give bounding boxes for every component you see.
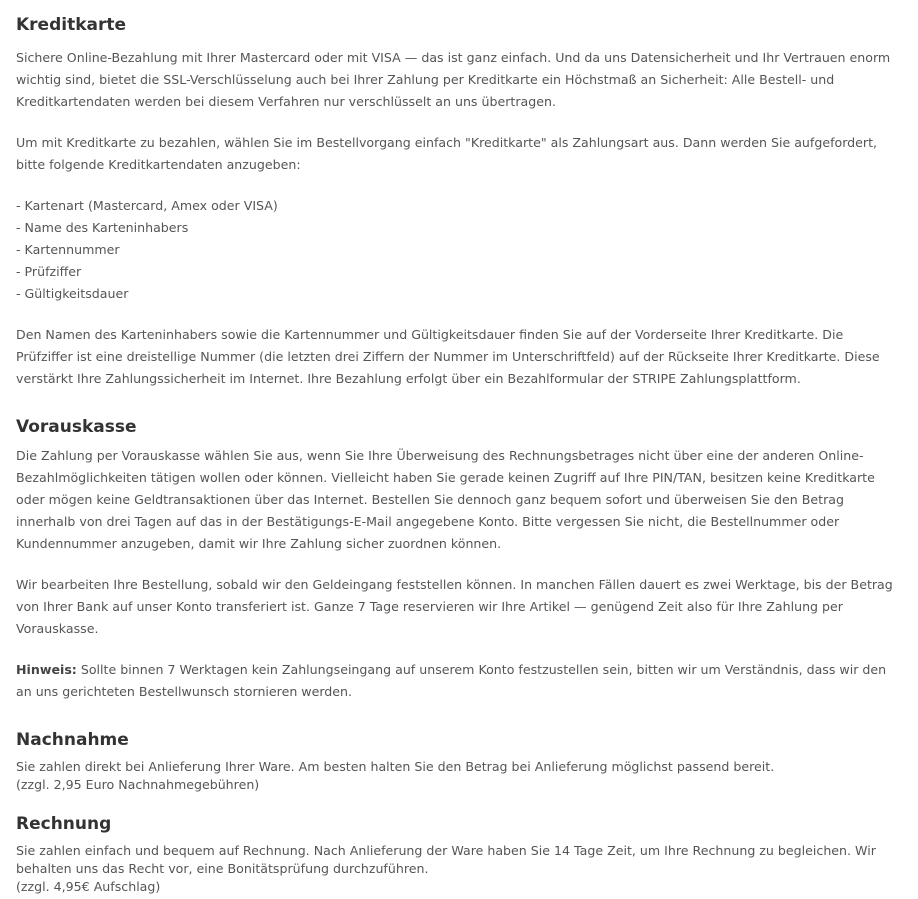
section-nachnahme (16, 728, 902, 794)
vorauskasse-paragraph-1: Die Zahlung per Vorauskasse wählen Sie aus, wenn Sie Ihre Überweisung des Rechnungsbetrages nicht über eine der anderen Online-Bezahlmöglichkeiten tätigen wollen oder können. Vielleicht haben Sie gerade keinen Zugriff auf Ihre PIN/TAN, besitzen keine Kreditkarte oder mögen keine Geldtransaktionen über das Internet. Bestellen Sie dennoch ganz bequem sofort und überweisen Sie den Betrag innerhalb von drei Tagen auf das in der Bestätigungs-E-Mail angegebene Konto. Bitte vergessen Sie nicht, die Bestellnummer oder Kundennummer anzugeben, damit wir Ihre Zahlung sicher zuordnen können. (16, 448, 875, 551)
section-kreditkarte (16, 13, 902, 390)
rechnung-text: Sie zahlen einfach und bequem auf Rechnung. Nach Anlieferung der Ware haben Sie 14 Tage Zeit, um Ihre Rechnung zu begleichen. Wir behalten uns das Recht vor, eine Bonitätsprüfung durchzuführen. (16, 843, 876, 876)
list-item: - Name des Karteninhabers (16, 220, 189, 235)
rechnung-fee: (zzgl. 4,95€ Aufschlag) (16, 879, 161, 894)
vorauskasse-paragraph-2: Wir bearbeiten Ihre Bestellung, sobald wir den Geldeingang feststellen können. In manchen Fällen dauert es zwei Werktage, bis der Betrag von Ihrer Bank auf unser Konto transferiert ist. Ganze 7 Tage reservieren wir Ihre Artikel — genügend Zeit also für Ihre Zahlung per Vorauskasse. (16, 577, 893, 636)
list-item: - Kartennummer (16, 242, 120, 257)
list-item: - Prüfziffer (16, 264, 82, 279)
hint-label: Hinweis: (16, 662, 77, 677)
vorauskasse-hint (16, 659, 902, 703)
nachnahme-heading: Nachnahme (16, 730, 129, 750)
rechnung-heading: Rechnung (16, 814, 112, 834)
list-item: - Gültigkeitsdauer (16, 286, 129, 301)
kreditkarte-paragraph-3: Den Namen des Karteninhabers sowie die Kartennummer und Gültigkeitsdauer finden Sie auf der Vorderseite Ihrer Kreditkarte. Die Prüfziffer ist eine dreistellige Nummer (die letzten drei Ziffern der Nummer im Unterschriftfeld) auf der Rückseite Ihrer Kreditkarte. Diese verstärkt Ihre Zahlungssicherheit im Internet. Ihre Bezahlung erfolgt über ein Bezahlformular der STRIPE Zahlungsplattform. (16, 327, 880, 386)
hint-text: Sollte binnen 7 Werktagen kein Zahlungseingang auf unserem Konto festzustellen sein, bitten wir um Verständnis, dass wir den an uns gerichteten Bestellwunsch stornieren werden. (16, 662, 887, 699)
list-item: - Kartenart (Mastercard, Amex oder VISA) (16, 198, 278, 213)
nachnahme-fee: (zzgl. 2,95 Euro Nachnahmegebühren) (16, 777, 260, 792)
vorauskasse-heading: Vorauskasse (16, 417, 137, 437)
section-rechnung (16, 812, 902, 896)
kreditkarte-paragraph-2: Um mit Kreditkarte zu bezahlen, wählen Sie im Bestellvorgang einfach "Kreditkarte" als Zahlungsart aus. Dann werden Sie aufgefordert, bitte folgende Kreditkartendaten anzugeben: (16, 135, 878, 172)
kreditkarte-heading: Kreditkarte (16, 15, 127, 35)
kreditkarte-paragraph-1: Sichere Online-Bezahlung mit Ihrer Mastercard oder mit VISA — das ist ganz einfach. Und da uns Datensicherheit und Ihr Vertrauen enorm wichtig sind, bietet die SSL-Verschlüsselung auch bei Ihrer Zahlung per Kreditkarte ein Höchstmaß an Sicherheit: Alle Bestell- und Kreditkartendaten werden bei diesem Verfahren nur verschlüsselt an uns übertragen. (16, 50, 891, 109)
nachnahme-text: Sie zahlen direkt bei Anlieferung Ihrer Ware. Am besten halten Sie den Betrag bei Anlieferung möglichst passend bereit. (16, 759, 775, 774)
kreditkarte-data-list (16, 195, 902, 305)
section-vorauskasse (16, 415, 902, 703)
